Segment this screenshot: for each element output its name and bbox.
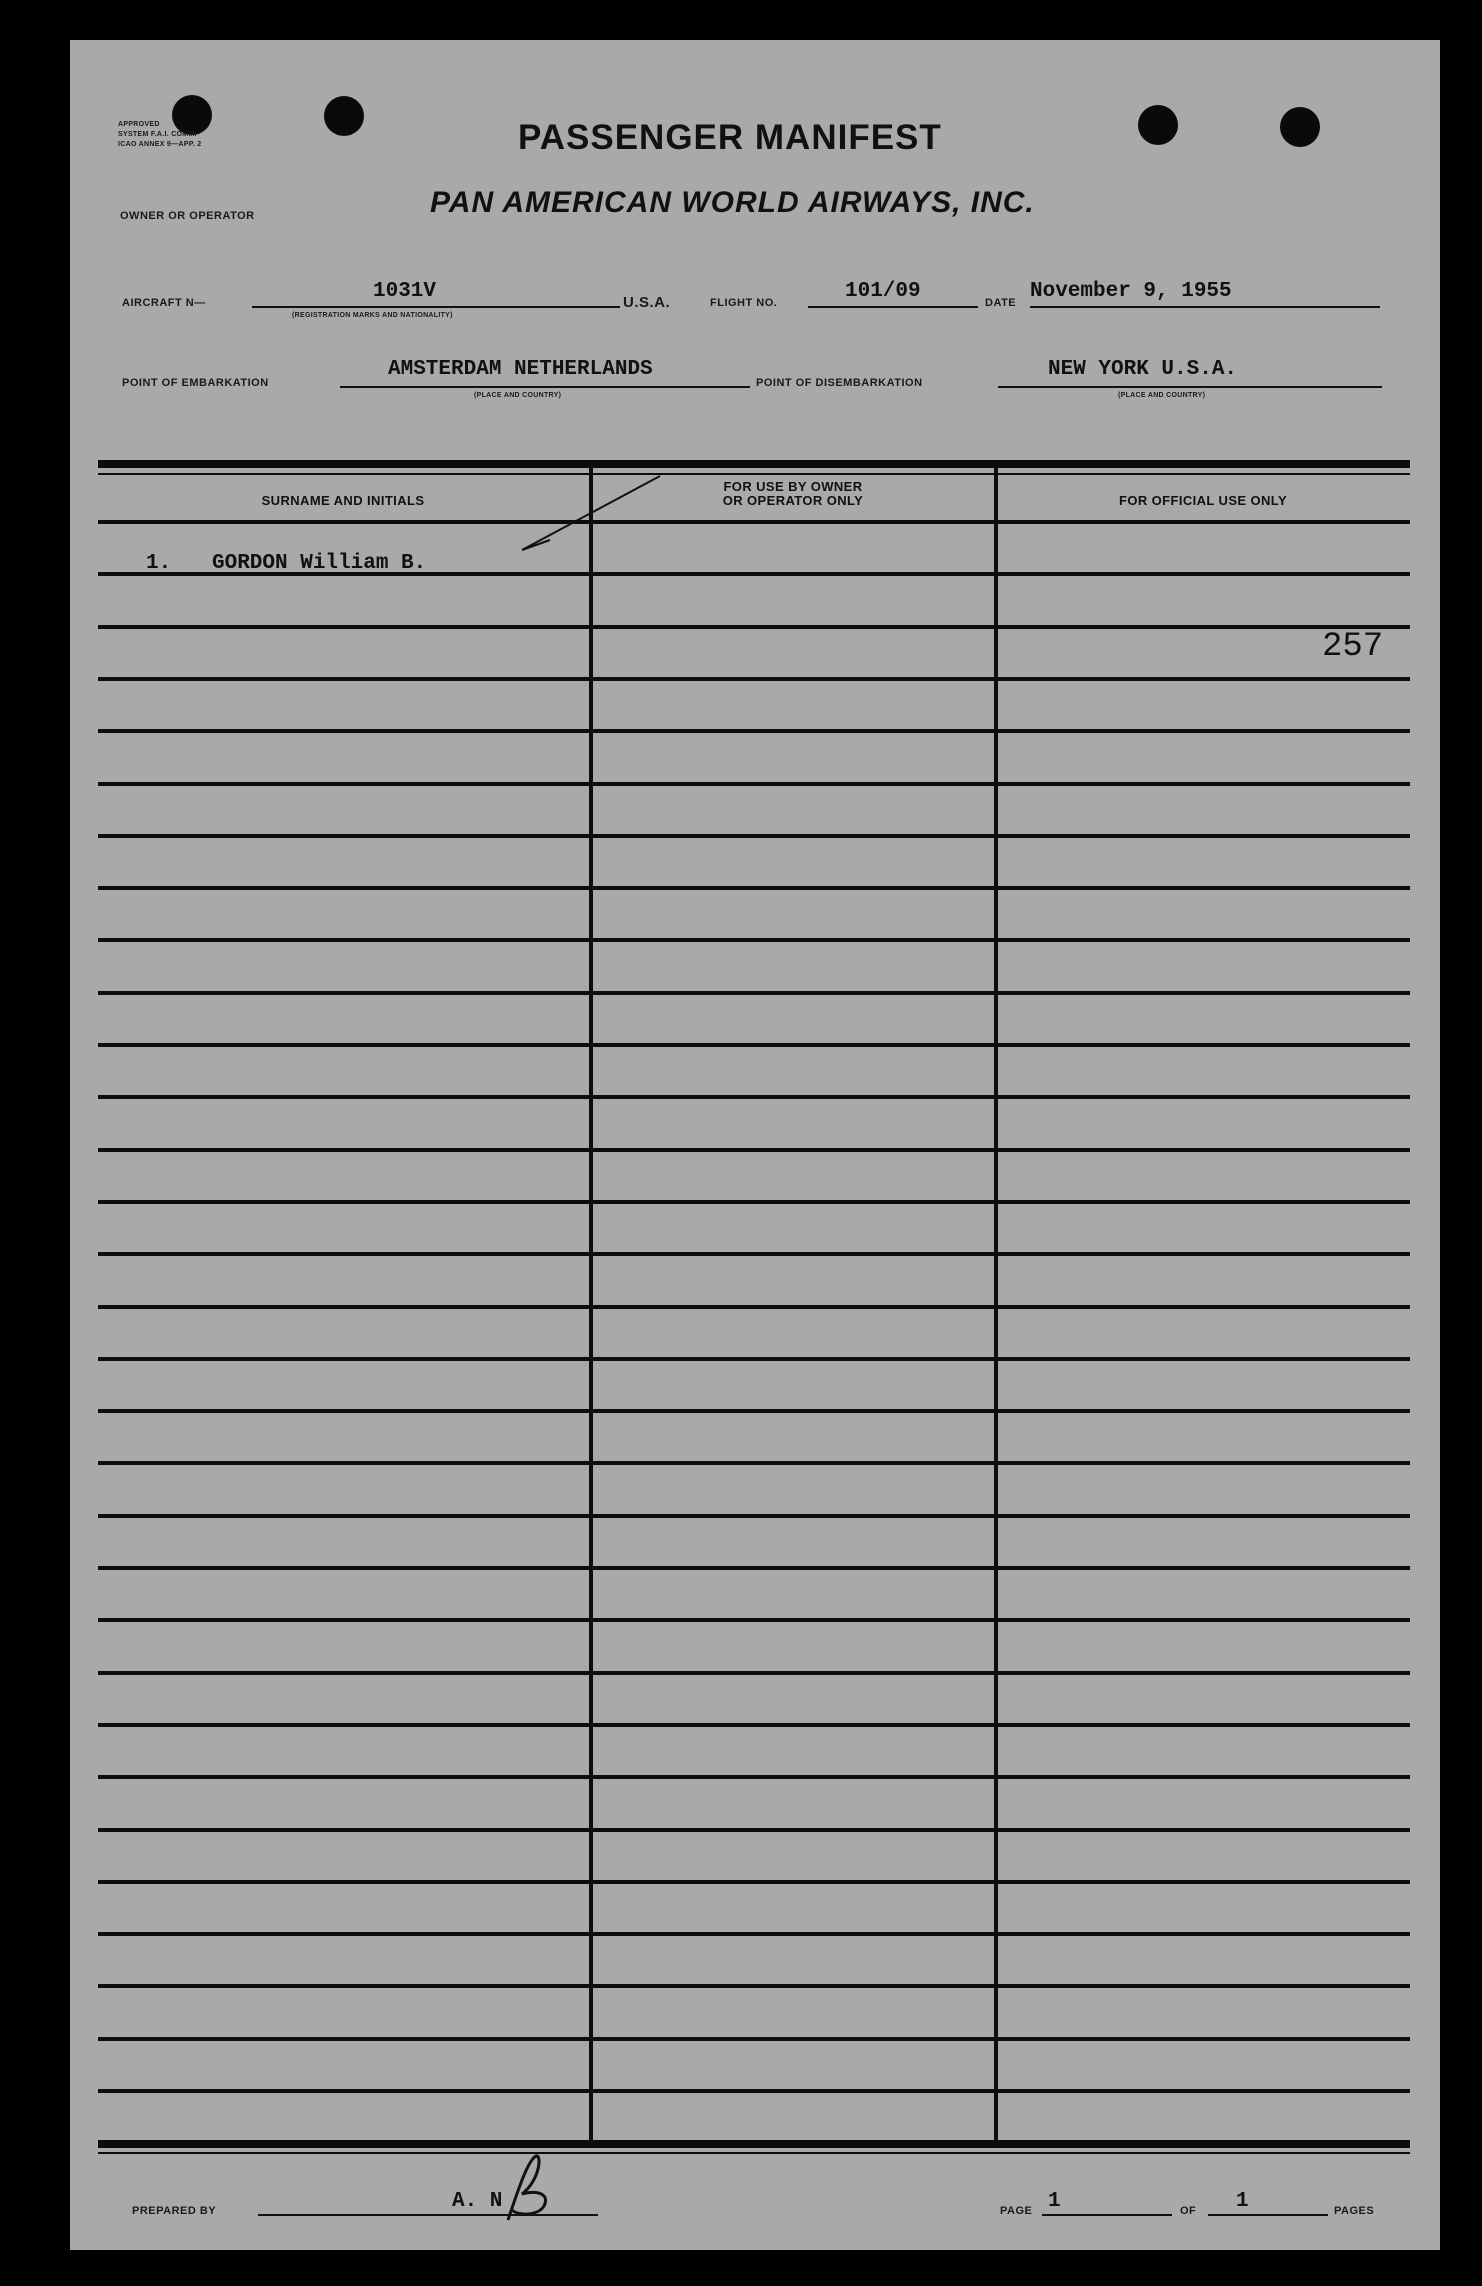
row-rule	[98, 938, 1410, 942]
row-rule	[98, 1357, 1410, 1361]
row-rule	[98, 1200, 1410, 1204]
row-rule	[98, 1932, 1410, 1936]
aircraft-label: AIRCRAFT N—	[122, 297, 206, 309]
approval-line-1: APPROVED	[118, 121, 160, 128]
row-rule	[98, 1148, 1410, 1152]
row-rule	[98, 1723, 1410, 1727]
aircraft-value: 1031V	[373, 280, 437, 303]
row-rule	[98, 782, 1410, 786]
row-rule	[98, 1828, 1410, 1832]
row-rule	[98, 2089, 1410, 2093]
row-rule	[98, 1880, 1410, 1884]
row-rule	[98, 1461, 1410, 1465]
flight-value: 101/09	[845, 280, 921, 303]
check-mark	[510, 468, 670, 568]
punch-hole-3	[1138, 105, 1178, 145]
prepared-label: PREPARED BY	[132, 2205, 217, 2217]
row-rule	[98, 520, 1410, 524]
row-rule	[98, 834, 1410, 838]
prepared-value: A. N	[452, 2190, 503, 2213]
punch-hole-2	[324, 96, 364, 136]
approval-line-2: SYSTEM F.A.I. COMM.	[118, 131, 197, 138]
official-note: 257	[1322, 628, 1384, 666]
row-rule	[98, 1671, 1410, 1675]
disembarkation-sublabel: (PLACE AND COUNTRY)	[1118, 392, 1206, 399]
of-label: OF	[1180, 2205, 1197, 2217]
punch-hole-4	[1280, 107, 1320, 147]
operator-name: PAN AMERICAN WORLD AIRWAYS, INC.	[430, 186, 1035, 219]
page-value: 1	[1048, 2190, 1061, 2213]
row-rule	[98, 1095, 1410, 1099]
row-rule	[98, 1984, 1410, 1988]
row-rule	[98, 886, 1410, 890]
embarkation-sublabel: (PLACE AND COUNTRY)	[474, 392, 562, 399]
approval-line-3: ICAO ANNEX 9—APP. 2	[118, 141, 202, 148]
page-title: PASSENGER MANIFEST	[518, 118, 942, 157]
flight-label: FLIGHT NO.	[710, 297, 778, 309]
date-value: November 9, 1955	[1030, 280, 1232, 303]
row-rule	[98, 2037, 1410, 2041]
row-rule	[98, 1566, 1410, 1570]
row-rule	[98, 991, 1410, 995]
row-rule	[98, 625, 1410, 629]
passenger-name: GORDON William B.	[212, 552, 427, 575]
column-header-official: FOR OFFICIAL USE ONLY	[1118, 493, 1288, 508]
column-header-owner: FOR USE BY OWNER OR OPERATOR ONLY	[722, 479, 864, 508]
row-rule	[98, 1409, 1410, 1413]
embarkation-label: POINT OF EMBARKATION	[122, 377, 269, 389]
passenger-number: 1.	[146, 552, 172, 575]
row-rule	[98, 1305, 1410, 1309]
column-header-surname: SURNAME AND INITIALS	[261, 493, 425, 508]
row-rule	[98, 1043, 1410, 1047]
owner-label: OWNER OR OPERATOR	[120, 210, 255, 222]
row-rule	[98, 1775, 1410, 1779]
table-bottom-rule	[98, 2140, 1410, 2148]
row-rule	[98, 1252, 1410, 1256]
page-label: PAGE	[1000, 2205, 1033, 2217]
row-rule	[98, 677, 1410, 681]
signature	[488, 2150, 568, 2230]
pages-label: PAGES	[1334, 2205, 1375, 2217]
row-rule	[98, 729, 1410, 733]
disembarkation-label: POINT OF DISEMBARKATION	[756, 377, 923, 389]
aircraft-country: U.S.A.	[623, 294, 671, 311]
disembarkation-value: NEW YORK U.S.A.	[1048, 358, 1238, 381]
row-rule	[98, 1514, 1410, 1518]
aircraft-sublabel: (REGISTRATION MARKS AND NATIONALITY)	[292, 312, 453, 319]
embarkation-value: AMSTERDAM NETHERLANDS	[388, 358, 653, 381]
approval-block	[118, 120, 202, 150]
date-label: DATE	[985, 297, 1017, 309]
of-value: 1	[1236, 2190, 1249, 2213]
row-rule	[98, 1618, 1410, 1622]
table-top-rule	[98, 460, 1410, 468]
